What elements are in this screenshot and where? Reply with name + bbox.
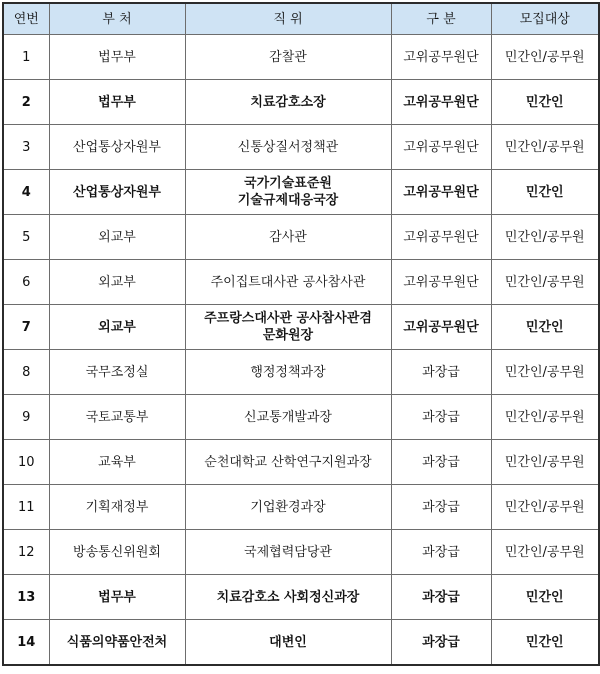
cell-dept: 외교부 [49,260,185,305]
cell-target: 민간인 [491,620,599,666]
cell-dept: 산업통상자원부 [49,125,185,170]
cell-dept: 방송통신위원회 [49,530,185,575]
header-category: 구 분 [391,3,491,35]
table-row [3,215,599,260]
cell-no: 10 [3,440,49,485]
table-row [3,170,599,215]
cell-position: 순천대학교 산학연구지원과장 [185,440,391,485]
cell-category: 과장급 [391,485,491,530]
cell-category: 과장급 [391,575,491,620]
cell-target: 민간인/공무원 [491,530,599,575]
cell-category: 과장급 [391,350,491,395]
cell-dept: 법무부 [49,575,185,620]
cell-target: 민간인 [491,575,599,620]
cell-category: 과장급 [391,440,491,485]
header-dept: 부 처 [49,3,185,35]
cell-position: 대변인 [185,620,391,666]
cell-no: 1 [3,35,49,80]
cell-dept: 교육부 [49,440,185,485]
table-row [3,350,599,395]
cell-position: 행정정책과장 [185,350,391,395]
cell-no: 9 [3,395,49,440]
cell-position: 치료감호소장 [185,80,391,125]
cell-dept: 기획재정부 [49,485,185,530]
cell-no: 13 [3,575,49,620]
table-row [3,575,599,620]
cell-no: 11 [3,485,49,530]
table-row [3,125,599,170]
cell-target: 민간인/공무원 [491,440,599,485]
cell-target: 민간인/공무원 [491,485,599,530]
cell-category: 고위공무원단 [391,80,491,125]
cell-target: 민간인/공무원 [491,35,599,80]
cell-no: 5 [3,215,49,260]
cell-no: 4 [3,170,49,215]
cell-no: 12 [3,530,49,575]
table-row [3,35,599,80]
cell-position: 감사관 [185,215,391,260]
cell-dept: 법무부 [49,35,185,80]
cell-target: 민간인/공무원 [491,125,599,170]
recruitment-table-container [2,2,598,672]
cell-target: 민간인/공무원 [491,350,599,395]
cell-dept: 외교부 [49,215,185,260]
cell-category: 과장급 [391,530,491,575]
cell-no: 8 [3,350,49,395]
cell-dept: 산업통상자원부 [49,170,185,215]
cell-no: 14 [3,620,49,666]
cell-dept: 외교부 [49,305,185,350]
table-body [3,35,599,666]
table-row [3,440,599,485]
cell-position: 기업환경과장 [185,485,391,530]
cell-category: 고위공무원단 [391,215,491,260]
cell-category: 과장급 [391,620,491,666]
table-row [3,260,599,305]
header-target: 모집대상 [491,3,599,35]
cell-position: 국제협력담당관 [185,530,391,575]
cell-category: 과장급 [391,395,491,440]
cell-no: 6 [3,260,49,305]
table-row [3,620,599,666]
cell-no: 2 [3,80,49,125]
cell-no: 7 [3,305,49,350]
cell-position: 감찰관 [185,35,391,80]
table-row [3,80,599,125]
cell-target: 민간인/공무원 [491,215,599,260]
cell-position: 치료감호소 사회정신과장 [185,575,391,620]
header-position: 직 위 [185,3,391,35]
header-no: 연번 [3,3,49,35]
cell-target: 민간인 [491,80,599,125]
cell-category: 고위공무원단 [391,35,491,80]
cell-dept: 법무부 [49,80,185,125]
cell-dept: 국무조정실 [49,350,185,395]
table-row [3,395,599,440]
cell-position: 주프랑스대사관 공사참사관겸 문화원장 [185,305,391,350]
cell-position: 신교통개발과장 [185,395,391,440]
cell-position: 주이집트대사관 공사참사관 [185,260,391,305]
cell-target: 민간인/공무원 [491,395,599,440]
cell-dept: 식품의약품안전처 [49,620,185,666]
cell-target: 민간인 [491,170,599,215]
cell-category: 고위공무원단 [391,305,491,350]
table-row [3,485,599,530]
table-row [3,530,599,575]
cell-category: 고위공무원단 [391,125,491,170]
cell-no: 3 [3,125,49,170]
cell-dept: 국토교통부 [49,395,185,440]
cell-target: 민간인 [491,305,599,350]
recruitment-table [2,2,600,666]
cell-category: 고위공무원단 [391,260,491,305]
cell-position: 신통상질서정책관 [185,125,391,170]
cell-target: 민간인/공무원 [491,260,599,305]
table-header-row [3,3,599,35]
cell-category: 고위공무원단 [391,170,491,215]
table-row [3,305,599,350]
cell-position: 국가기술표준원 기술규제대응국장 [185,170,391,215]
